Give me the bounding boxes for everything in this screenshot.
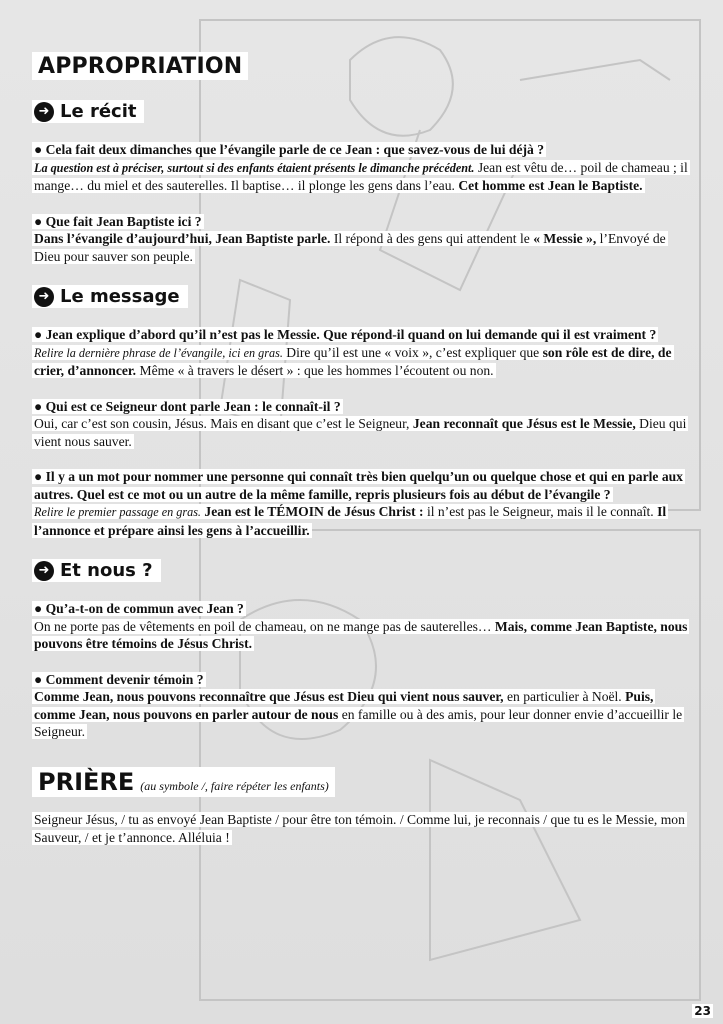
question: ● Cela fait deux dimanches que l’évangile parle de ce Jean : que savez-vous de lui déjà ? [34, 142, 545, 157]
bullet-icon: ● [34, 142, 46, 157]
answer: Jean est vêtu de… poil de chameau ; il mange… du miel et des sauterelles. Il baptise… il plonge les gens dans l’eau. [34, 159, 688, 193]
question: ● Qui est ce Seigneur dont parle Jean : le connaît-il ? [34, 398, 341, 414]
bullet-icon: ● [34, 327, 46, 342]
answer-bold: Mais, comme Jean Baptiste, nous pouvons être témoins de Jésus Christ. [34, 618, 688, 651]
teacher-note: Relire la dernière phrase de l’évangile, ici en gras. [34, 345, 283, 360]
answer-bold: Cet homme est Jean le Baptiste. [458, 178, 643, 193]
bullet-icon: ● [34, 469, 46, 484]
question-block [32, 398, 692, 451]
answer-bold: son rôle est de dire, de crier, d’annoncer. [34, 344, 672, 378]
answer: Même « à travers le désert » : que les hommes l’écoutent ou non. [139, 363, 494, 378]
answer: en famille ou à des amis, pour leur donner envie d’accueillir le Seigneur. [34, 706, 683, 739]
section-heading-recit [32, 100, 144, 123]
arrow-right-icon: ➜ [34, 287, 54, 307]
question: ● Comment devenir témoin ? [34, 671, 204, 687]
answer-bold: Comme Jean, nous pouvons reconnaître que Jésus est Dieu qui vient nous sauver, [34, 689, 504, 704]
bullet-icon: ● [34, 398, 46, 414]
answer-bold: Il l’annonce et prépare ainsi les gens à l’accueillir. [34, 504, 667, 538]
question-block [32, 671, 692, 741]
section-heading-label: Et nous ? [60, 560, 153, 581]
priere-subtitle: (au symbole /, faire répéter les enfants) [140, 778, 329, 793]
answer-messie: « Messie », [533, 231, 597, 246]
answer-bold: Puis, comme Jean, nous pouvons en parler autour de nous [34, 689, 654, 722]
bullet-icon: ● [34, 671, 46, 687]
prayer-text-block [32, 811, 692, 847]
answer: Oui, car c’est son cousin, Jésus. Mais en disant que c’est le Seigneur, [34, 416, 410, 431]
answer: Dire qu’il est une « voix », c’est expliquer que [286, 344, 540, 360]
question: ● Jean explique d’abord qu’il n’est pas le Messie. Que répond-il quand on lui demande qui il est vraiment ? [34, 327, 657, 342]
section-heading-label: Le message [60, 286, 180, 307]
arrow-right-icon: ➜ [34, 561, 54, 581]
question-block [32, 213, 692, 266]
content [32, 52, 692, 847]
priere-heading [32, 767, 335, 797]
section-heading-message [32, 285, 188, 308]
answer: Il répond à des gens qui attendent le [333, 231, 530, 246]
prayer-text: Seigneur Jésus, / tu as envoyé Jean Baptiste / pour être ton témoin. / Comme lui, je reconnais / que tu es le Messie, mon Sauveur, / et je t’annonce. Alléluia ! [34, 811, 685, 845]
section-heading-etnous [32, 559, 161, 582]
answer-end: l’Envoyé de Dieu pour sauver son peuple. [34, 231, 666, 264]
teacher-note: La question est à préciser, surtout si des enfants étaient présents le dimanche précédent. [34, 160, 475, 175]
section-heading-label: Le récit [60, 101, 137, 122]
answer-bold: Jean reconnaît que Jésus est le Messie, [412, 416, 636, 431]
question: ● Que fait Jean Baptiste ici ? [34, 213, 202, 229]
page-number: 23 [694, 1004, 711, 1018]
question-block [32, 141, 692, 195]
answer: On ne porte pas de vêtements en poil de chameau, on ne mange pas de sauterelles… [34, 618, 492, 634]
question-block [32, 468, 692, 539]
question: ● Il y a un mot pour nommer une personne qui connaît très bien quelqu’un ou quelque chose et qui en parle aux autres. Quel est ce mot ou un autre de la même famille, repris plusieurs fois au début de l’évangile ? [34, 469, 683, 502]
answer: Dieu qui vient nous sauver. [34, 416, 687, 449]
answer: il n’est pas le Seigneur, mais il le connaît. [426, 504, 654, 519]
question: ● Qu’a-t-on de commun avec Jean ? [34, 601, 244, 616]
question-block [32, 326, 692, 380]
answer-bold: Jean est le TÉMOIN de Jésus Christ : [204, 504, 424, 519]
arrow-right-icon: ➜ [34, 102, 54, 122]
teacher-note: Relire le premier passage en gras. [34, 505, 201, 519]
bullet-icon: ● [34, 601, 46, 616]
priere-title: PRIÈRE [38, 767, 135, 796]
bullet-icon: ● [34, 213, 46, 229]
page-title: APPROPRIATION [32, 52, 248, 80]
answer-bold: Dans l’évangile d’aujourd’hui, Jean Baptiste parle. [34, 231, 331, 246]
answer: en particulier à Noël. [506, 689, 622, 704]
question-block [32, 600, 692, 653]
